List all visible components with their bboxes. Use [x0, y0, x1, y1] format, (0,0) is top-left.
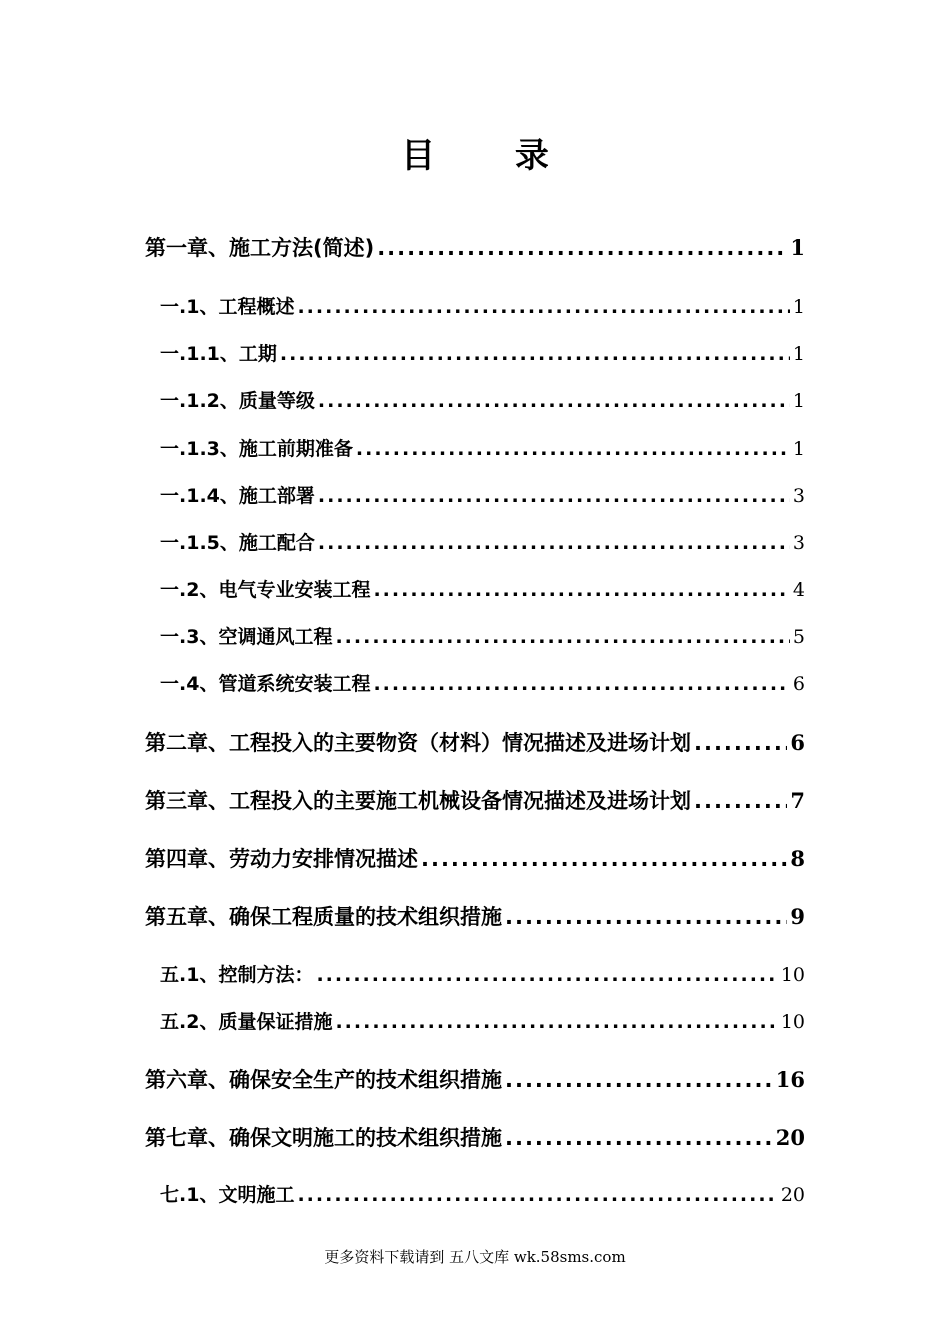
toc-page-number: 1	[792, 438, 805, 460]
toc-entry-label: 第一章、施工方法(简述)	[145, 236, 375, 260]
toc-leader-dots	[335, 1011, 777, 1033]
toc-page-number: 20	[780, 1184, 805, 1206]
toc-leader-dots	[318, 485, 790, 507]
toc-entry-section[interactable]	[160, 528, 805, 555]
toc-entry-chapter[interactable]	[145, 901, 805, 931]
toc-entry-chapter[interactable]	[145, 843, 805, 873]
toc-leader-dots	[356, 438, 790, 460]
toc-leader-dots	[316, 964, 777, 986]
toc-entry-label: 一.1.5、施工配合	[160, 532, 315, 554]
toc-page-number: 3	[792, 532, 805, 554]
toc-page-number: 6	[790, 730, 805, 755]
toc-entry-chapter[interactable]	[145, 727, 805, 757]
toc-leader-dots	[297, 1184, 777, 1206]
toc-entry-section[interactable]	[160, 386, 805, 413]
toc-entry-section[interactable]	[160, 339, 805, 366]
toc-entry-label: 五.1、控制方法：	[160, 964, 314, 986]
page-footer: 更多资料下载请到 五八文库 wk.58sms.com	[324, 1248, 626, 1266]
toc-entry-label: 第七章、确保文明施工的技术组织措施	[145, 1126, 502, 1150]
toc-page-number: 7	[790, 788, 805, 813]
toc-page-number: 4	[792, 579, 805, 601]
toc-page-number: 9	[790, 904, 805, 929]
toc-entry-section[interactable]	[160, 960, 805, 987]
toc-entry-label: 一.3、空调通风工程	[160, 626, 333, 648]
toc-leader-dots	[505, 905, 787, 929]
toc-entry-section[interactable]	[160, 575, 805, 602]
toc-leader-dots	[280, 343, 790, 365]
toc-entry-label: 七.1、文明施工	[160, 1184, 295, 1206]
toc-entry-section[interactable]	[160, 481, 805, 508]
toc-page-number: 3	[792, 485, 805, 507]
toc-entry-section[interactable]	[160, 292, 805, 319]
toc-leader-dots	[694, 731, 787, 755]
toc-entry-label: 第六章、确保安全生产的技术组织措施	[145, 1068, 502, 1092]
toc-entry-chapter[interactable]	[145, 1122, 805, 1152]
toc-entry-label: 一.1.1、工期	[160, 343, 277, 365]
toc-leader-dots	[297, 296, 789, 318]
toc-page-number: 20	[775, 1125, 805, 1150]
toc-entry-label: 一.4、管道系统安装工程	[160, 673, 371, 695]
toc-page-number: 10	[780, 1011, 805, 1033]
toc-entry-label: 一.1、工程概述	[160, 296, 295, 318]
toc-leader-dots	[694, 789, 787, 813]
toc-page-number: 10	[780, 964, 805, 986]
toc-page-number: 1	[792, 343, 805, 365]
toc-leader-dots	[318, 532, 790, 554]
toc-entry-chapter[interactable]	[145, 232, 805, 262]
toc-leader-dots	[318, 390, 790, 412]
toc-leader-dots	[373, 579, 789, 601]
toc-page-number: 1	[790, 235, 805, 260]
toc-page-number: 5	[792, 626, 805, 648]
toc-entry-label: 第五章、确保工程质量的技术组织措施	[145, 905, 502, 929]
toc-page-number: 1	[792, 296, 805, 318]
toc-entry-chapter[interactable]	[145, 1064, 805, 1094]
toc-leader-dots	[335, 626, 789, 648]
toc-page-number: 1	[792, 390, 805, 412]
toc-leader-dots	[505, 1126, 773, 1150]
toc-leader-dots	[373, 673, 789, 695]
toc-entry-label: 一.1.4、施工部署	[160, 485, 315, 507]
toc-entry-label: 一.1.2、质量等级	[160, 390, 315, 412]
toc-page-number: 6	[792, 673, 805, 695]
toc-entry-label: 第二章、工程投入的主要物资（材料）情况描述及进场计划	[145, 731, 691, 755]
toc-entry-label: 五.2、质量保证措施	[160, 1011, 333, 1033]
toc-entry-label: 一.2、电气专业安装工程	[160, 579, 371, 601]
toc-page-number: 8	[790, 846, 805, 871]
toc-entry-label: 第四章、劳动力安排情况描述	[145, 847, 418, 871]
toc-leader-dots	[505, 1068, 773, 1092]
toc-entry-chapter[interactable]	[145, 785, 805, 815]
toc-page-number: 16	[775, 1067, 805, 1092]
toc-entry-section[interactable]	[160, 669, 805, 696]
toc-entry-label: 第三章、工程投入的主要施工机械设备情况描述及进场计划	[145, 789, 691, 813]
toc-entry-section[interactable]	[160, 622, 805, 649]
toc-entry-section[interactable]	[160, 1180, 805, 1207]
toc-entry-section[interactable]	[160, 434, 805, 461]
toc-entry-section[interactable]	[160, 1007, 805, 1034]
toc-leader-dots	[421, 847, 787, 871]
toc-entry-label: 一.1.3、施工前期准备	[160, 438, 353, 460]
toc-leader-dots	[377, 236, 787, 260]
page-title: 目 录	[401, 136, 583, 176]
